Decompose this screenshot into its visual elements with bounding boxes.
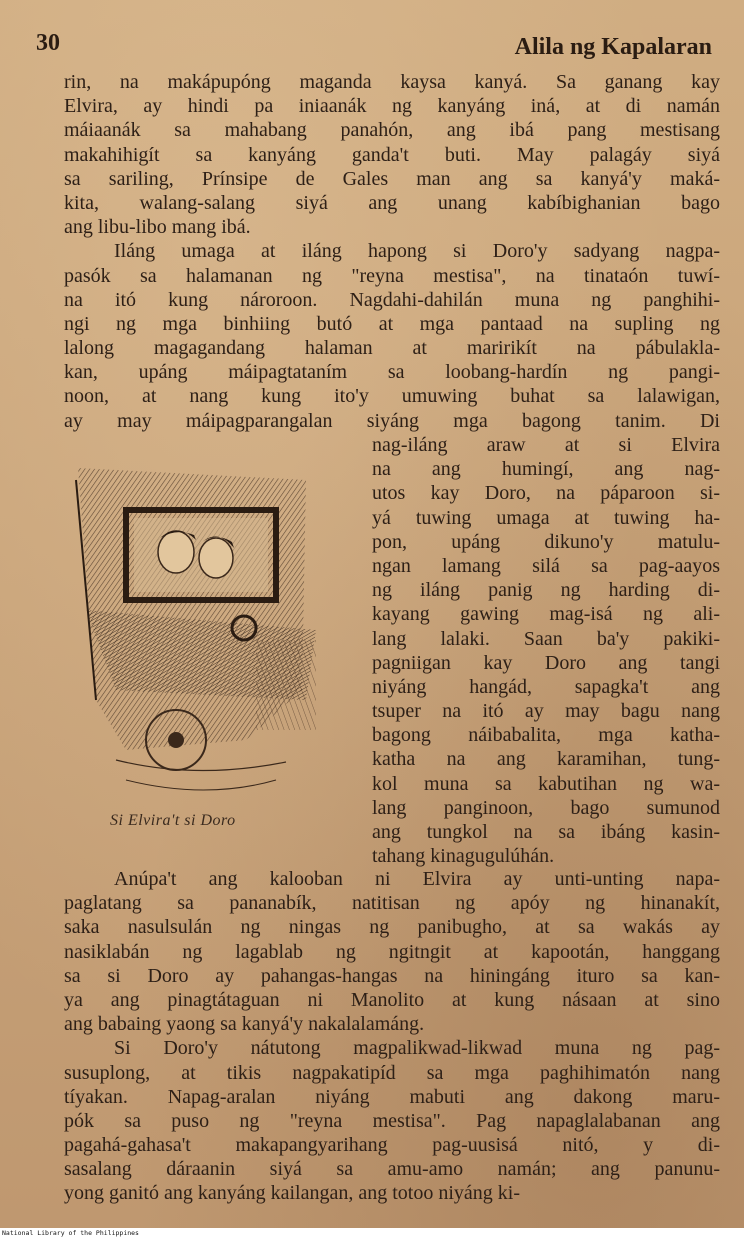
text-line: tsuper na itó ay may bagu nang xyxy=(372,700,720,723)
text-line: ngan lamang silá sa pag-aayos xyxy=(372,554,720,577)
body-text-bottom xyxy=(64,867,720,1206)
text-line: utos kay Doro, na páparoon si- xyxy=(372,482,720,505)
text-line: lang panginoon, bago sumunod xyxy=(372,796,720,819)
text-line: susuplong, at tikis nagpakatipíd sa mga paghihimatón nang xyxy=(64,1061,720,1084)
body-text-right-column xyxy=(372,433,720,868)
text-line: kol muna sa kabutihan ng wa- xyxy=(372,772,720,795)
text-line: tahang kinagugulúhán. xyxy=(372,845,555,868)
text-line: na itó kung nároroon. Nagdahi-dahilán muna ng panghihi- xyxy=(64,288,720,311)
text-line: bagong náibabalita, mga katha- xyxy=(372,724,720,747)
text-line: makahihigít sa kanyáng ganda't buti. May palagáy siyá xyxy=(64,143,720,166)
library-credit: National Library of the Philippines xyxy=(2,1229,139,1237)
text-line: nasiklabán ng lagablab ng ngitngit at kapootán, hanggang xyxy=(64,940,720,963)
text-line: kayang gawing mag-isá ng ali- xyxy=(372,603,720,626)
text-line: ng iláng panig ng harding di- xyxy=(372,579,720,602)
text-line: ay may máipagparangalan siyáng mga bagong tanim. Di xyxy=(64,409,720,432)
text-line: saka nasulsulán ng ningas ng panibugho, at sa wakás ay xyxy=(64,916,720,939)
text-line: nag-iláng araw at si Elvira xyxy=(372,434,720,456)
running-title: Alila ng Kapalaran xyxy=(514,34,712,60)
text-line: sasalang dáraanin siyá sa amu-amo namán; ang panunu- xyxy=(64,1158,720,1181)
text-line: ngi ng mga binhiing butó at mga pantaad na supling ng xyxy=(64,312,720,335)
body-text-top xyxy=(64,70,720,433)
text-line: sa sariling, Prínsipe de Gales man ang sa kanyá'y maká- xyxy=(64,167,720,190)
text-line: pagniigan kay Doro ang tangi xyxy=(372,651,720,674)
text-line: lalong magagandang halaman at maririkít na pábulakla- xyxy=(64,337,720,360)
text-line: kita, walang-salang siyá ang unang kabíbighanian bago xyxy=(64,191,720,214)
text-line: kan, upáng máipagtataním sa loobang-hardín ng pangi- xyxy=(64,361,720,384)
text-line: katha na ang karamihan, tung- xyxy=(372,748,720,771)
text-line: ang libu-libo mang ibá. xyxy=(64,216,251,239)
text-line: Si Doro'y nátutong magpalikwad-likwad muna ng pag- xyxy=(114,1037,720,1060)
page-number: 30 xyxy=(36,30,60,56)
text-line: paglatang sa pananabík, natitisan ng apóy ng hinanakít, xyxy=(64,892,720,915)
illustration-elvira-and-doro xyxy=(56,440,356,820)
text-line: noon, at nang kung ito'y umuwing buhat sa lalawigan, xyxy=(64,385,720,408)
footer-strip xyxy=(0,1228,744,1238)
text-line: niyáng hangád, sapagka't ang xyxy=(372,675,720,698)
page-header xyxy=(0,26,744,66)
text-line: lang lalaki. Saan ba'y pakiki- xyxy=(372,627,720,650)
illustration-caption: Si Elvira't si Doro xyxy=(110,812,236,829)
text-line: ya ang pinagtátaguan ni Manolito at kung násaan at sino xyxy=(64,988,720,1011)
text-line: máiaanák sa mahabang panahón, ang ibá pang mestisang xyxy=(64,119,720,142)
text-line: pasók sa halamanan ng "reyna mestisa", na tinataón tuwí- xyxy=(64,264,720,287)
text-line: pók sa puso ng "reyna mestisa". Pag napaglalabanan ang xyxy=(64,1109,720,1132)
text-line: ang babaing yaong sa kanyá'y nakalalamáng. xyxy=(64,1013,425,1036)
text-line: tíyakan. Napag-aralan niyáng mabuti ang dakong maru- xyxy=(64,1085,720,1108)
engraving-image xyxy=(56,440,356,810)
text-line: Anúpa't ang kalooban ni Elvira ay unti-unting napa- xyxy=(114,868,720,890)
text-line: Elvira, ay hindi pa iniaanák ng kanyáng iná, at di namán xyxy=(64,95,720,118)
text-line: yá tuwing umaga at tuwing ha- xyxy=(372,506,720,529)
text-line: na ang humingí, ang nag- xyxy=(372,458,720,481)
text-line: Iláng umaga at iláng hapong si Doro'y sadyang nagpa- xyxy=(114,240,720,263)
text-line: yong ganitó ang kanyáng kailangan, ang totoo niyáng ki- xyxy=(64,1182,521,1205)
text-line: pagahá-gahasa't makapangyarihang pag-uusisá nitó, y di- xyxy=(64,1134,720,1157)
text-line: rin, na makápupóng maganda kaysa kanyá. Sa ganang kay xyxy=(64,71,720,93)
text-line: pon, upáng dikuno'y matulu- xyxy=(372,530,720,553)
text-line: sa si Doro ay pahangas-hangas na hiningáng ituro sa kan- xyxy=(64,964,720,987)
text-line: ang tungkol na sa ibáng kasin- xyxy=(372,821,720,843)
